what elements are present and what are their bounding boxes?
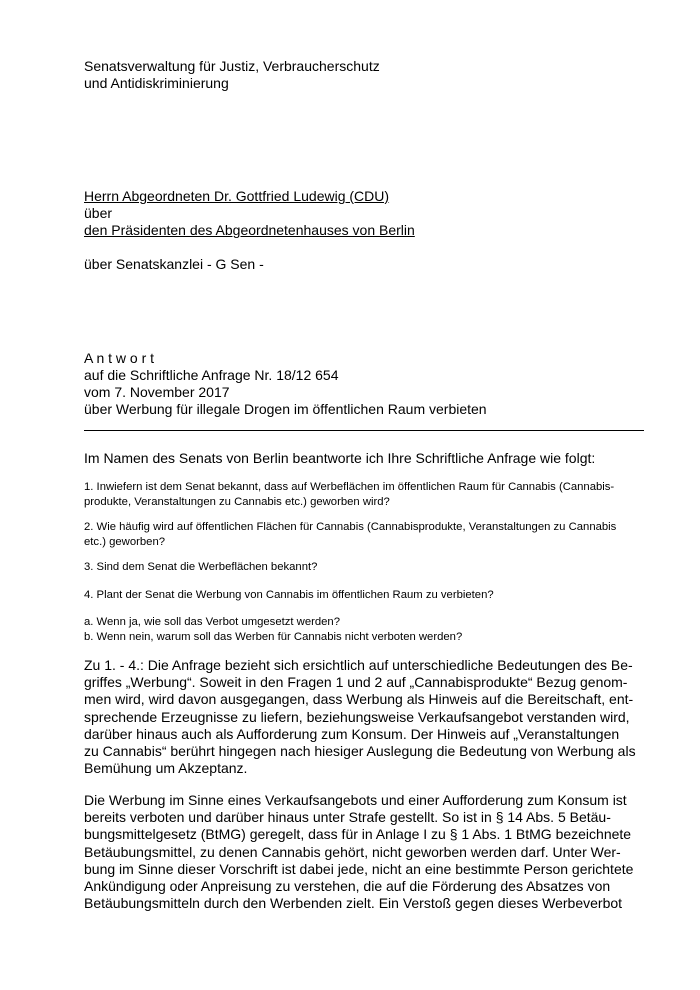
recipient-addressee: Herrn Abgeordneten Dr. Gottfried Ludewig (CDU) [84, 188, 390, 204]
sender-line-1: Senatsverwaltung für Justiz, Verbraucherschutz [84, 58, 380, 74]
recipient-president: den Präsidenten des Abgeordnetenhauses von Berlin [84, 222, 415, 238]
question-2: 2. Wie häufig wird auf öffentlichen Flächen für Cannabis (Cannabisprodukte, Veranstaltungen zu Cannabis etc.) geworben? [84, 521, 617, 548]
answer-subject: über Werbung für illegale Drogen im öffentlichen Raum verbieten [84, 401, 487, 417]
question-1: 1. Inwiefern ist dem Senat bekannt, dass auf Werbeflächen im öffentlichen Raum für Cannabis (Cannabis- produkte, Veranstaltungen zu Cannabis etc.) geworben wird? [84, 481, 615, 508]
sender-line-2: und Antidiskriminierung [84, 75, 229, 91]
answer-paragraph-2: Die Werbung im Sinne eines Verkaufsangebots und einer Aufforderung zum Konsum ist bereits verboten und darüber hinaus unter Strafe gestellt. So ist in § 14 Abs. 5 Betäu- bungsmittelgesetz (BtMG) geregelt, dass für in Anlage I zu § 1 Abs. 1 BtMG bezeichnete Betäubungsmittel, zu denen Cannabis gehört, nicht geworben werden darf. Unter Wer- bung im Sinne dieser Vorschrift ist dabei jede, nicht an eine bestimmte Person gerichtete Ankündigung oder Anpreisung zu verstehen, die auf die Förderung des Absatzes von Betäubungsmitteln durch den Werbenden zielt. Ein Verstoß gegen dieses Werbeverbot [84, 792, 634, 912]
recipient-via-1: über [84, 205, 113, 221]
horizontal-divider [84, 430, 644, 431]
answer-reference: auf die Schriftliche Anfrage Nr. 18/12 654 [84, 367, 339, 383]
answer-title: A n t w o r t [84, 350, 155, 366]
answer-date: vom 7. November 2017 [84, 384, 230, 400]
answer-paragraph-1: Zu 1. - 4.: Die Anfrage bezieht sich ersichtlich auf unterschiedliche Bedeutungen des Be- griffes „Werbung“. Soweit in den Fragen 1 und 2 auf „Cannabisprodukte“ Bezug genom- men wird, wird davon ausgegangen, dass Werbung als Hinweis auf die Bereitschaft, ent- sprechende Erzeugnisse zu liefern, beziehungsweise Verkaufsangebot verstanden wird, darüber hinaus auch als Aufforderung zum Konsum. Der Hinweis auf „Veranstaltungen zu Cannabis“ berührt hingegen nach hiesiger Auslegung die Bedeutung von Werbung als Bemühung um Akzeptanz. [84, 657, 636, 777]
question-4-subitems: a. Wenn ja, wie soll das Verbot umgesetzt werden? b. Wenn nein, warum soll das Werben für Cannabis nicht verboten werden? [84, 616, 463, 643]
question-3: 3. Sind dem Senat die Werbeflächen bekannt? [84, 561, 318, 573]
question-4: 4. Plant der Senat die Werbung von Cannabis im öffentlichen Raum zu verbieten? [84, 589, 494, 601]
intro-sentence: Im Namen des Senats von Berlin beantworte ich Ihre Schriftliche Anfrage wie folgt: [84, 450, 596, 466]
recipient-via-2: über Senatskanzlei - G Sen - [84, 256, 264, 272]
sender-block [84, 58, 380, 92]
